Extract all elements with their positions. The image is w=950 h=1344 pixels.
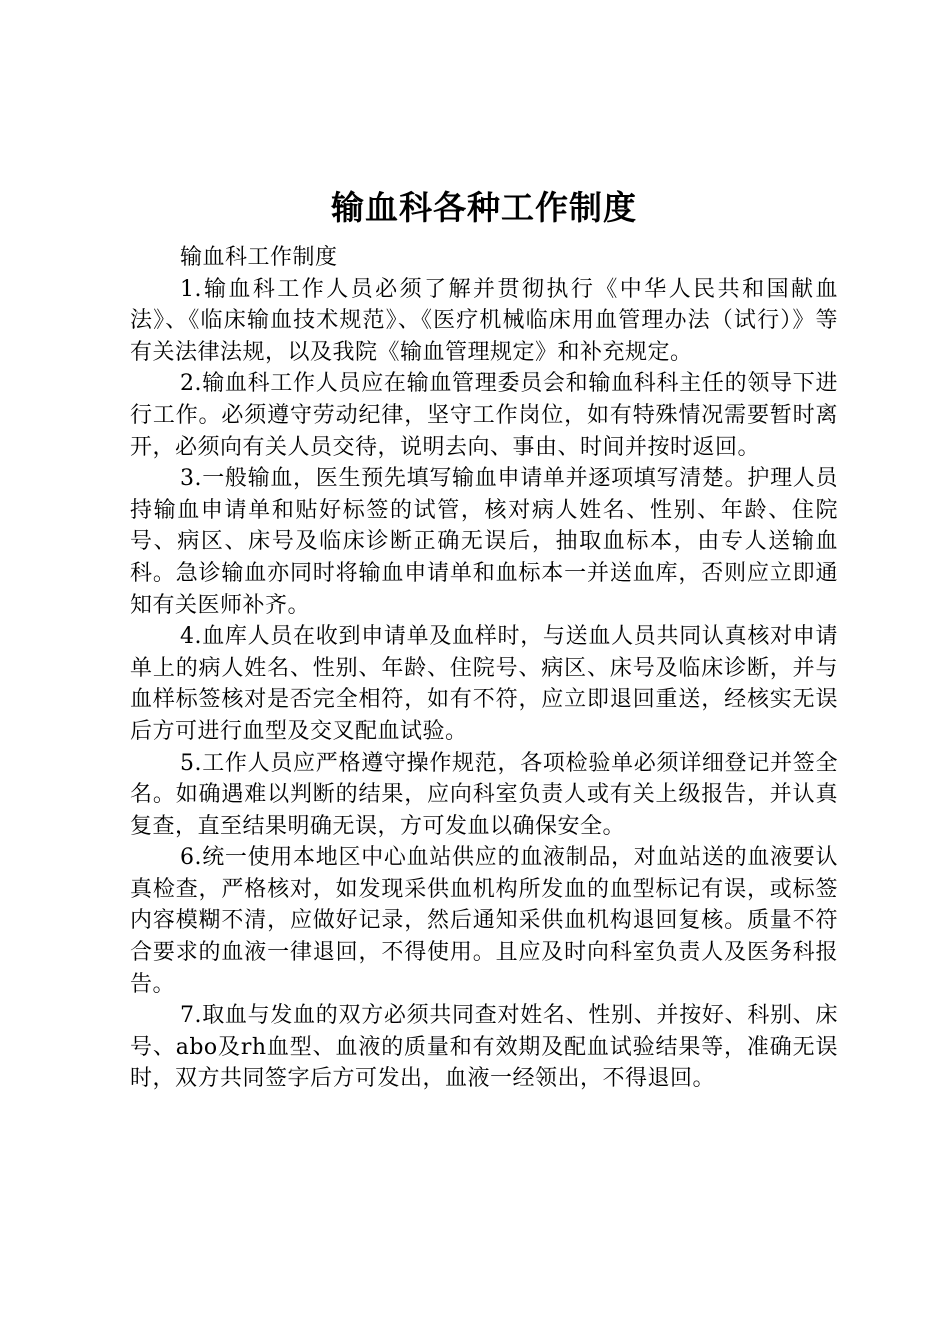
paragraph-7: 7.取血与发血的双方必须共同查对姓名、性别、并按好、科别、床号、abo及rh血型、血液的质量和有效期及配血试验结果等，准确无误时，双方共同签字后方可发出，血液一经领出，不得退回。 [130, 1003, 838, 1092]
document-title: 输血科各种工作制度 [331, 188, 637, 227]
paragraph-5: 5.工作人员应严格遵守操作规范，各项检验单必须详细登记并签全名。如确遇难以判断的结果，应向科室负责人或有关上级报告，并认真复查，直至结果明确无误，方可发血以确保安全。 [130, 750, 838, 839]
section-heading: 输血科工作制度 [180, 245, 338, 270]
paragraph-3: 3.一般输血，医生预先填写输血申请单并逐项填写清楚。护理人员持输血申请单和贴好标签的试管，核对病人姓名、性别、年龄、住院号、病区、床号及临床诊断正确无误后，抽取血标本，由专人送输血科。急诊输血亦同时将输血申请单和血标本一并送血库，否则应立即通知有关医师补齐。 [130, 466, 838, 618]
document-body [130, 242, 838, 1095]
paragraph-1: 1.输血科工作人员必须了解并贯彻执行《中华人民共和国献血法》、《临床输血技术规范》、《医疗机械临床用血管理办法（试行）》等有关法律法规，以及我院《输血管理规定》和补充规定。 [130, 276, 838, 365]
paragraph-4: 4.血库人员在收到申请单及血样时，与送血人员共同认真核对申请单上的病人姓名、性别、年龄、住院号、病区、床号及临床诊断，并与血样标签核对是否完全相符，如有不符，应立即退回重送，经核实无误后方可进行血型及交叉配血试验。 [130, 624, 838, 744]
paragraph-2: 2.输血科工作人员应在输血管理委员会和输血科科主任的领导下进行工作。必须遵守劳动纪律，坚守工作岗位，如有特殊情况需要暂时离开，必须向有关人员交待，说明去向、事由、时间并按时返回。 [130, 371, 838, 460]
paragraph-6: 6.统一使用本地区中心血站供应的血液制品，对血站送的血液要认真检查，严格核对，如发现采供血机构所发血的血型标记有误，或标签内容模糊不清，应做好记录，然后通知采供血机构退回复核。质量不符合要求的血液一律退回，不得使用。且应及时向科室负责人及医务科报告。 [130, 845, 838, 997]
